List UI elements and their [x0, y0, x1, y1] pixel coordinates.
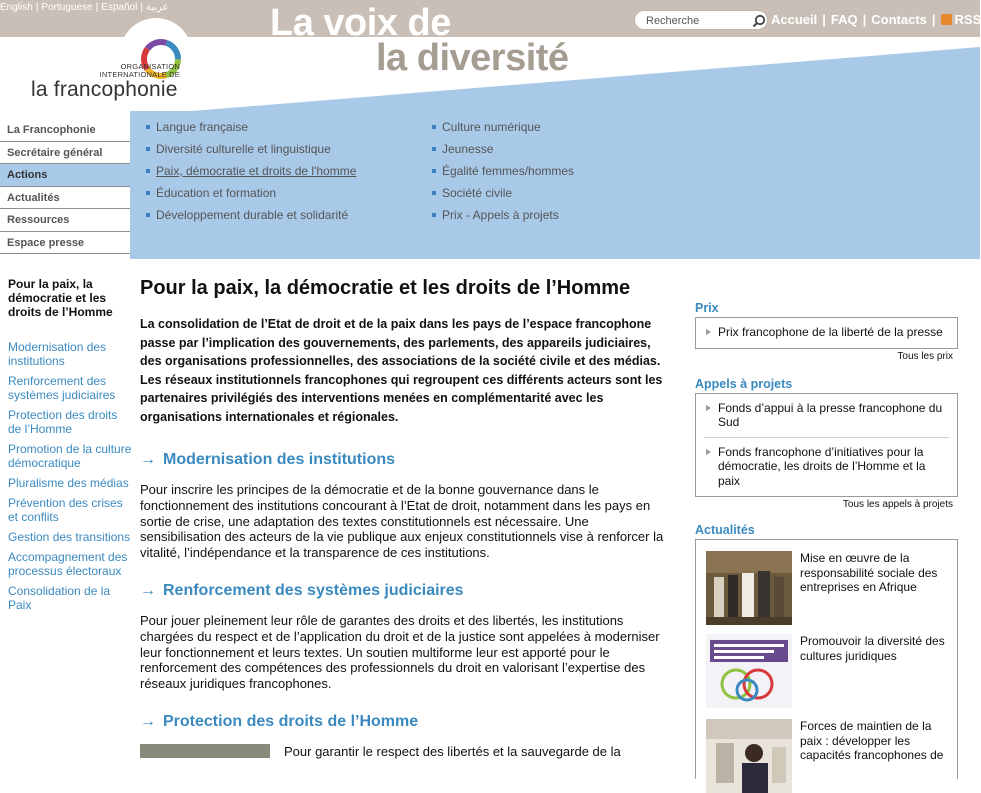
- nav-actualites[interactable]: Actualités: [0, 187, 130, 210]
- appels-item[interactable]: Fonds francophone d’initiatives pour la démocratie, les droits de l’Homme et la paix: [704, 445, 949, 489]
- triangle-right-icon: [706, 449, 711, 455]
- menu-item[interactable]: Diversité culturelle et linguistique: [146, 142, 356, 164]
- arrow-right-icon: →: [140, 581, 156, 599]
- right-sidebar: [695, 300, 958, 779]
- nav-rss[interactable]: RSS: [954, 12, 981, 27]
- menu-item[interactable]: Développement durable et solidarité: [146, 208, 356, 230]
- section-heading-renforcement[interactable]: → Renforcement des systèmes judiciaires: [140, 581, 464, 599]
- nav-contacts[interactable]: Contacts: [871, 12, 927, 27]
- actions-menu-col2: [432, 120, 574, 230]
- prix-box: [695, 317, 958, 349]
- menu-item[interactable]: Culture numérique: [432, 120, 574, 142]
- subnav-item[interactable]: Promotion de la culture démocratique: [8, 442, 132, 470]
- menu-item-current[interactable]: Paix, démocratie et droits de l'homme: [146, 164, 356, 186]
- nav-ressources[interactable]: Ressources: [0, 209, 130, 232]
- lang-arabic[interactable]: عربية: [145, 2, 169, 13]
- search-box: [634, 10, 768, 30]
- section-text: Pour jouer pleinement leur rôle de garantes des droits et des libertés, les institutions chargées du respect et de l’application du droit et de la justice sont appelées à moderniser leur fonctionnement et leurs textes. Un soutien multiforme leur est apporté pour le renforcement des compétences des professionnels du droit en valorisant l’expertise des réseaux juridiques francophones.: [140, 612, 660, 692]
- nav-faq[interactable]: FAQ: [830, 12, 858, 27]
- rss-icon[interactable]: [941, 14, 952, 25]
- logo-wordmark[interactable]: la francophonie: [31, 78, 178, 101]
- section-text: Pour garantir le respect des libertés et la sauvegarde de la: [140, 744, 672, 760]
- actualites-heading: Actualités: [695, 523, 755, 537]
- appels-more-link[interactable]: Tous les appels à projets: [842, 499, 953, 510]
- menu-item[interactable]: Jeunesse: [432, 142, 574, 164]
- news-thumbnail[interactable]: [706, 634, 792, 708]
- news-thumbnail[interactable]: [706, 719, 792, 793]
- appels-heading: Appels à projets: [695, 376, 793, 391]
- subnav-item[interactable]: Consolidation de la Paix: [8, 584, 111, 612]
- appels-item[interactable]: Fonds d’appui à la presse francophone du Sud: [704, 401, 949, 430]
- section-heading-protection[interactable]: → Protection des droits de l’Homme: [140, 712, 419, 730]
- menu-item[interactable]: Langue française: [146, 120, 356, 142]
- menu-item[interactable]: Éducation et formation: [146, 186, 356, 208]
- news-title: Mise en œuvre de la responsabilité sociale des entreprises en Afrique: [800, 551, 938, 595]
- divider: [704, 437, 949, 438]
- nav-la-francophonie[interactable]: La Francophonie: [0, 119, 130, 142]
- section-text: Pour inscrire les principes de la démocratie et de la bonne gouvernance dans le fonctionnement des institutions concourant à l’Etat de droit, notamment dans les pays en sortie de crise, une adaptation des textes constitutionnels est nécessaire. Une sensibilisation des acteurs de la vie publique aux enjeux constitutionnels vise à renforcer la vitalité, l’indépendance et la transparence de ces institutions.: [140, 482, 664, 561]
- banner-title-line2: la diversité: [376, 37, 569, 79]
- menu-item[interactable]: Prix - Appels à projets: [432, 208, 574, 230]
- banner-title-line1: La voix de: [270, 2, 451, 44]
- triangle-right-icon: [706, 329, 711, 335]
- subnav-item[interactable]: Renforcement des systèmes judiciaires: [8, 374, 116, 402]
- top-navigation: Accueil | FAQ | Contacts | RSS: [771, 12, 981, 27]
- news-title: Forces de maintien de la paix : développer les capacités francophones de: [800, 719, 944, 763]
- menu-item[interactable]: Égalité femmes/hommes: [432, 164, 574, 186]
- page-title: Pour la paix, la démocratie et les droits de l’Homme: [140, 277, 631, 299]
- lang-portuguese[interactable]: Portuguese: [41, 2, 93, 13]
- news-thumbnail[interactable]: [706, 551, 792, 625]
- nav-accueil[interactable]: Accueil: [771, 12, 818, 27]
- nav-secretaire-general[interactable]: Secrétaire général: [0, 142, 130, 165]
- language-switcher: English | Portuguese | Español | عربية: [0, 2, 169, 13]
- lang-espanol[interactable]: Español: [101, 2, 138, 13]
- subnav-item[interactable]: Prévention des crises et conflits: [8, 496, 123, 524]
- news-title: Promouvoir la diversité des cultures juridiques: [800, 634, 945, 663]
- triangle-right-icon: [706, 405, 711, 411]
- lang-english[interactable]: English: [0, 2, 33, 13]
- prix-item[interactable]: Prix francophone de la liberté de la presse: [704, 325, 949, 340]
- prix-heading: Prix: [695, 301, 719, 315]
- actualites-box: [695, 539, 958, 779]
- arrow-right-icon: →: [140, 451, 156, 468]
- subnav-list: [8, 340, 132, 618]
- search-input[interactable]: [646, 14, 746, 27]
- nav-espace-presse[interactable]: Espace presse: [0, 232, 130, 255]
- search-icon[interactable]: [752, 14, 766, 28]
- subnav-heading: Pour la paix, la démocratie et les droits de l’Homme: [8, 277, 113, 319]
- main-navigation: [0, 119, 130, 254]
- section-heading-modernisation[interactable]: → Modernisation des institutions: [140, 451, 396, 468]
- subnav-item[interactable]: Pluralisme des médias: [8, 476, 129, 490]
- prix-more-link[interactable]: Tous les prix: [897, 350, 953, 362]
- subnav-item[interactable]: Accompagnement des processus électoraux: [8, 550, 128, 578]
- logo-subtitle: ORGANISATION INTERNATIONALE DE: [99, 62, 180, 79]
- main-content: [140, 276, 672, 780]
- nav-actions[interactable]: Actions: [0, 164, 130, 187]
- arrow-right-icon: →: [140, 712, 156, 730]
- subnav-item[interactable]: Modernisation des institutions: [8, 340, 107, 368]
- intro-paragraph: La consolidation de l’Etat de droit et de la paix dans les pays de l’espace francophone passe par l’implication des gouvernements, des parlements, des appareils judiciaires, des organisations professionnelles, des associations de la société civile et des médias. Les réseaux institutionnels francophones qui regroupent ces différents acteurs sont les partenaires privilégiés des interventions menées en complémentarité avec les organisations internationales et régionales.: [140, 317, 663, 424]
- subnav-item[interactable]: Gestion des transitions: [8, 530, 131, 544]
- section-image: [140, 744, 270, 758]
- subnav-item[interactable]: Protection des droits de l’Homme: [8, 408, 118, 436]
- menu-item[interactable]: Société civile: [432, 186, 574, 208]
- appels-box: [695, 393, 958, 498]
- actions-menu-col1: [146, 120, 356, 230]
